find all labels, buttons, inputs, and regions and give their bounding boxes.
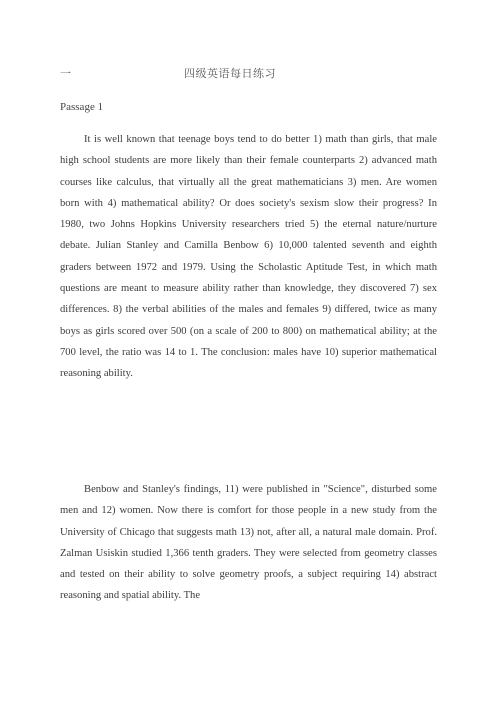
page-header <box>60 66 456 82</box>
paragraph-1: It is well known that teenage boys tend to do better 1) math than girls, that male high school students are more likely than their female counterparts 2) advanced math courses like calculus, that virtually all the great mathematicians 3) men. Are women born with 4) mathematical ability? Or does society's sexism slow their progress? In 1980, two Johns Hopkins University researchers tried 5) the eternal nature/nurture debate. Julian Stanley and Camilla Benbow 6) 10,000 talented seventh and eighth graders between 1972 and 1979. Using the Scholastic Aptitude Test, in which math questions are meant to measure ability rather than knowledge, they discovered 7) sex differences. 8) the verbal abilities of the males and females 9) differed, twice as many boys as girls scored over 500 (on a scale of 200 to 800) on mathematical ability; at the 700 level, the ratio was 14 to 1. The conclusion: males have 10) superior mathematical reasoning ability. <box>60 134 437 380</box>
header-dash: 一 <box>60 68 71 80</box>
passage-label: Passage 1 <box>60 101 104 113</box>
header-title: 四级英语每日练习 <box>184 68 276 80</box>
paragraph-2: Benbow and Stanley's findings, 11) were published in "Science", disturbed some men and 12) women. Now there is comfort for those people in a new study from the University of Chicago that suggests math 13) not, after all, a natural male domain. Prof. Zalman Usiskin studied 1,366 tenth graders. They were selected from geometry classes and tested on their ability to solve geometry proofs, a subject requiring 14) abstract reasoning and spatial ability. The <box>60 484 437 602</box>
